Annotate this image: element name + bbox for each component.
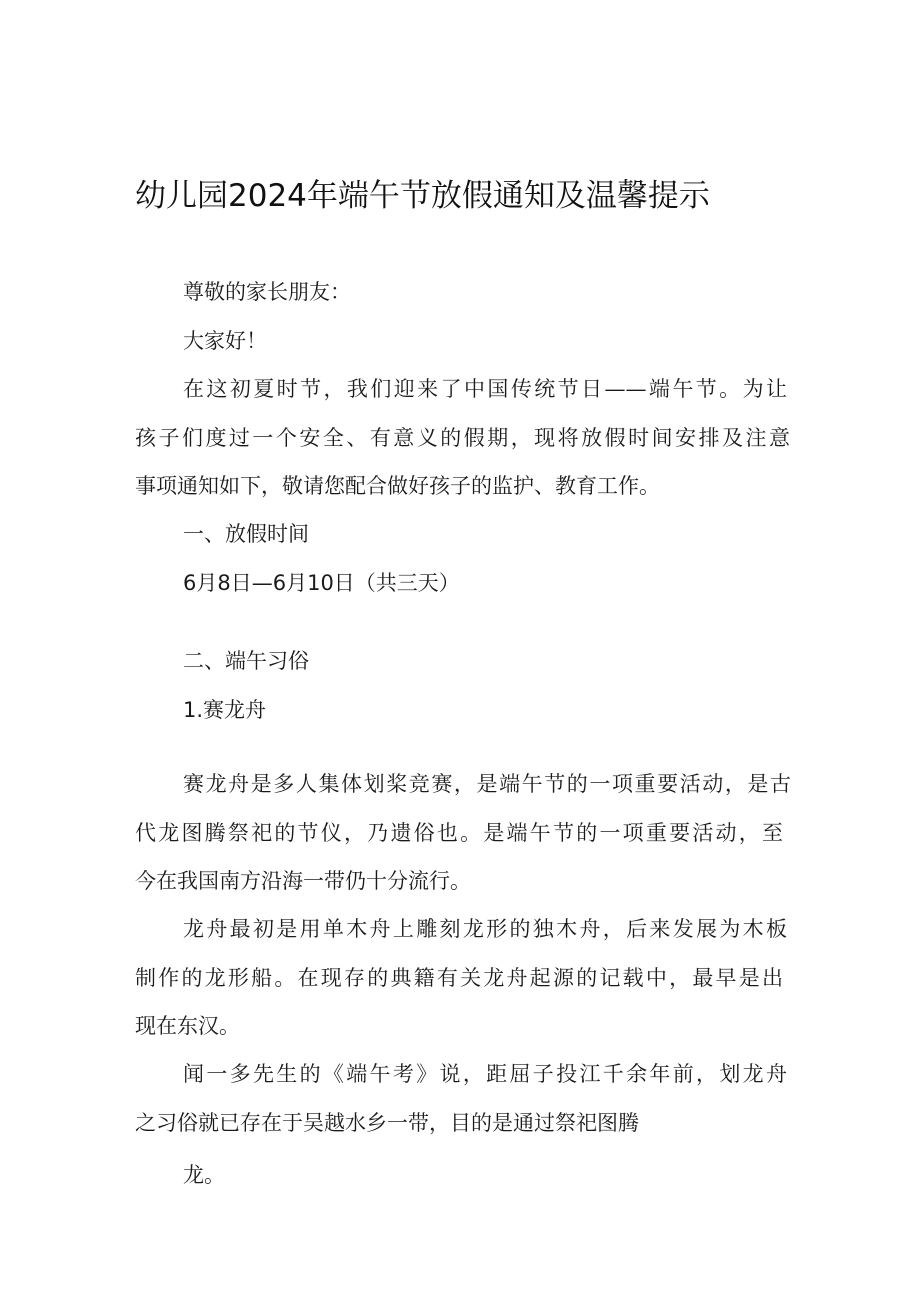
para3-line-1: 闻一多先生的《端午考》说，距屈子投江千余年前，划龙舟 <box>183 1062 787 1086</box>
section2-subheading: 1.赛龙舟 <box>183 698 267 722</box>
hello-line: 大家好！ <box>183 329 267 353</box>
para3-line-2: 之习俗就已存在于吴越水乡一带，目的是通过祭祀图腾 <box>135 1111 639 1135</box>
para2-line-3: 现在东汉。 <box>135 1014 240 1038</box>
document-title: 幼儿园2024年端午节放假通知及温馨提示 <box>135 178 710 214</box>
intro-line-3: 事项通知如下，敬请您配合做好孩子的监护、教育工作。 <box>135 474 660 498</box>
section2-heading: 二、端午习俗 <box>183 649 309 673</box>
section1-content: 6月8日—6月10日（共三天） <box>183 571 460 595</box>
para1-line-3: 今在我国南方沿海一带仍十分流行。 <box>135 869 471 893</box>
para2-line-2: 制作的龙形船。在现存的典籍有关龙舟起源的记载中，最早是出 <box>135 966 783 990</box>
para3-line-3: 龙。 <box>183 1163 225 1187</box>
section1-heading: 一、放假时间 <box>183 522 309 546</box>
intro-line-1: 在这初夏时节，我们迎来了中国传统节日——端午节。为让 <box>183 377 787 401</box>
intro-line-2: 孩子们度过一个安全、有意义的假期，现将放假时间安排及注意 <box>135 426 790 450</box>
greeting: 尊敬的家长朋友： <box>183 280 351 304</box>
para1-line-1: 赛龙舟是多人集体划桨竞赛，是端午节的一项重要活动，是古 <box>183 772 791 796</box>
para2-line-1: 龙舟最初是用单木舟上雕刻龙形的独木舟，后来发展为木板 <box>183 917 787 941</box>
para1-line-2: 代龙图腾祭祀的节仪，乃遗俗也。是端午节的一项重要活动，至 <box>135 821 783 845</box>
